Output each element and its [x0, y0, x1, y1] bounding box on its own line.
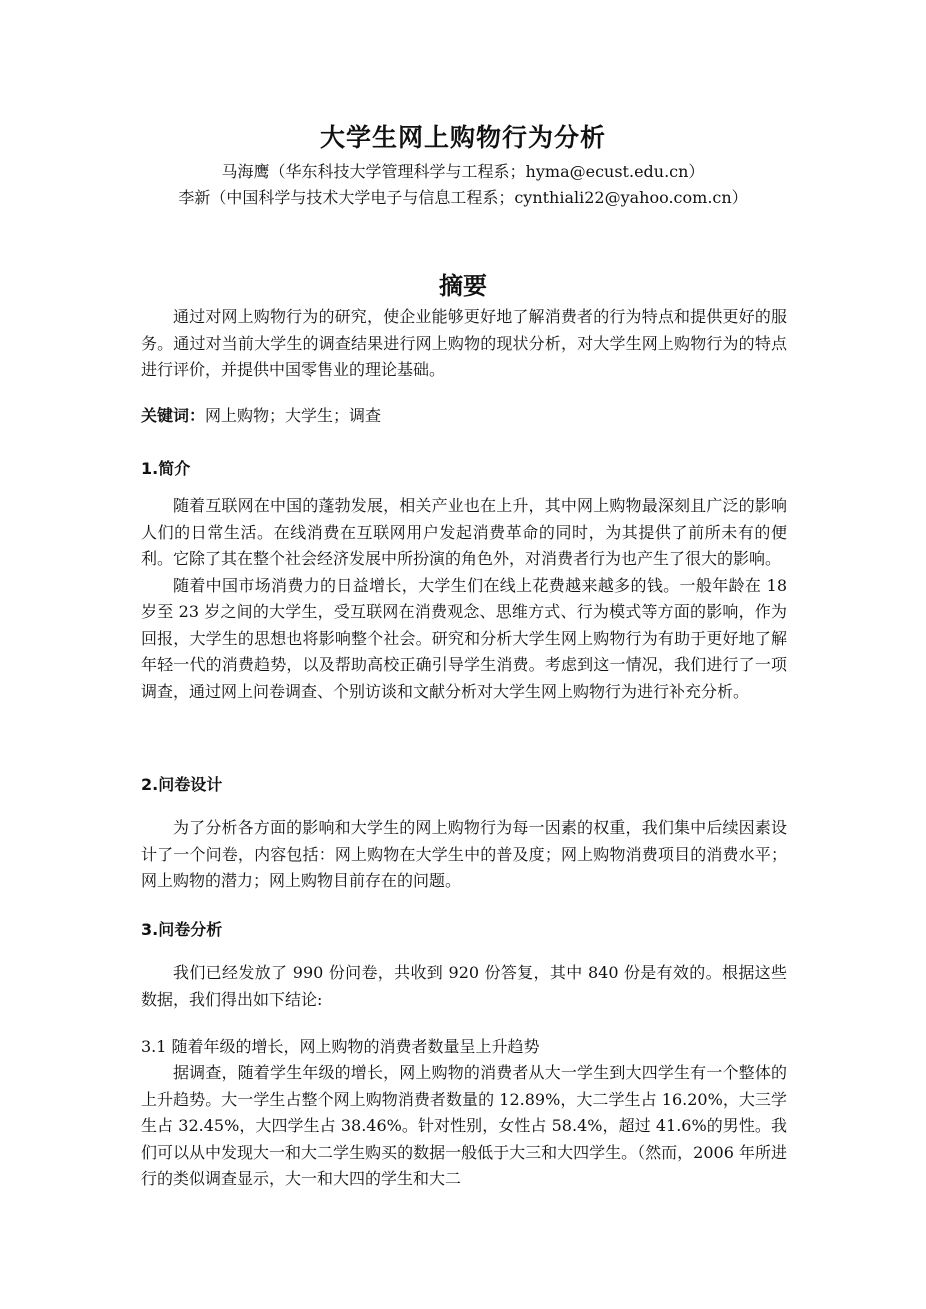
intro-paragraph-2: 随着中国市场消费力的日益增长，大学生们在线上花费越来越多的钱。一般年龄在 18 岁至 23 岁之间的大学生，受互联网在消费观念、思维方式、行为模式等方面的影响，作为回报，大学生的思想也将影响整个社会。研究和分析大学生网上购物行为有助于更好地了解年轻一代的消费趋势，以及帮助高校正确引导学生消费。考虑到这一情况，我们进行了一项调查，通过网上问卷调查、个别访谈和文献分析对大学生网上购物行为进行补充分析。: [141, 575, 787, 701]
analysis-body: [141, 960, 787, 1013]
subsection-heading-3-1: 3.1 随着年级的增长，网上购物的消费者数量呈上升趋势: [141, 1037, 540, 1056]
intro-paragraph-1: 随着互联网在中国的蓬勃发展，相关产业也在上升，其中网上购物最深刻且广泛的影响人们的日常生活。在线消费在互联网用户发起消费革命的同时，为其提供了前所未有的便利。它除了其在整个社会经济发展中所扮演的角色外，对消费者行为也产生了很大的影响。: [141, 496, 787, 568]
paper-title: 大学生网上购物行为分析: [319, 123, 606, 152]
abstract-heading: 摘要: [439, 271, 487, 300]
author-line-2: 李新（中国科学与技术大学电子与信息工程系；cynthiali22@yahoo.com.cn）: [178, 188, 748, 207]
analysis-paragraph: 我们已经发放了 990 份问卷，共收到 920 份答复，其中 840 份是有效的。根据这些数据，我们得出如下结论:: [141, 963, 787, 1009]
subsection-body: [141, 1060, 787, 1193]
abstract-text: [141, 304, 787, 384]
section-heading-design: 2.问卷设计: [141, 775, 223, 794]
subsection-paragraph: 据调查，随着学生年级的增长，网上购物的消费者从大一学生到大四学生有一个整体的上升趋势。大一学生占整个网上购物消费者数量的 12.89%，大二学生占 16.20%，大三学生占 32.45%，大四学生占 38.46%。针对性别，女性占 58.4%，超过 41.6%的男性。我们可以从中发现大一和大二学生购买的数据一般低于大三和大四学生。（然而，2006 年所进行的类似调查显示，大一和大四的学生和大二: [141, 1063, 787, 1188]
intro-body: [141, 493, 787, 705]
author-line-1: 马海鹰（华东科技大学管理科学与工程系；hyma@ecust.edu.cn）: [221, 162, 705, 181]
design-paragraph: 为了分析各方面的影响和大学生的网上购物行为每一因素的权重，我们集中后续因素设计了一个问卷，内容包括：网上购物在大学生中的普及度；网上购物消费项目的消费水平；网上购物的潜力；网上购物目前存在的问题。: [141, 818, 787, 890]
section-heading-intro: 1.简介: [141, 459, 191, 478]
section-heading-analysis: 3.问卷分析: [141, 920, 223, 939]
keywords-label: 关键词：: [141, 406, 206, 425]
design-body: [141, 815, 787, 895]
keywords-value: 网上购物；大学生；调查: [205, 406, 382, 425]
abstract-paragraph: 通过对网上购物行为的研究，使企业能够更好地了解消费者的行为特点和提供更好的服务。通过对当前大学生的调查结果进行网上购物的现状分析，对大学生网上购物行为的特点进行评价，并提供中国零售业的理论基础。: [141, 307, 787, 379]
keywords-line: [141, 403, 787, 430]
